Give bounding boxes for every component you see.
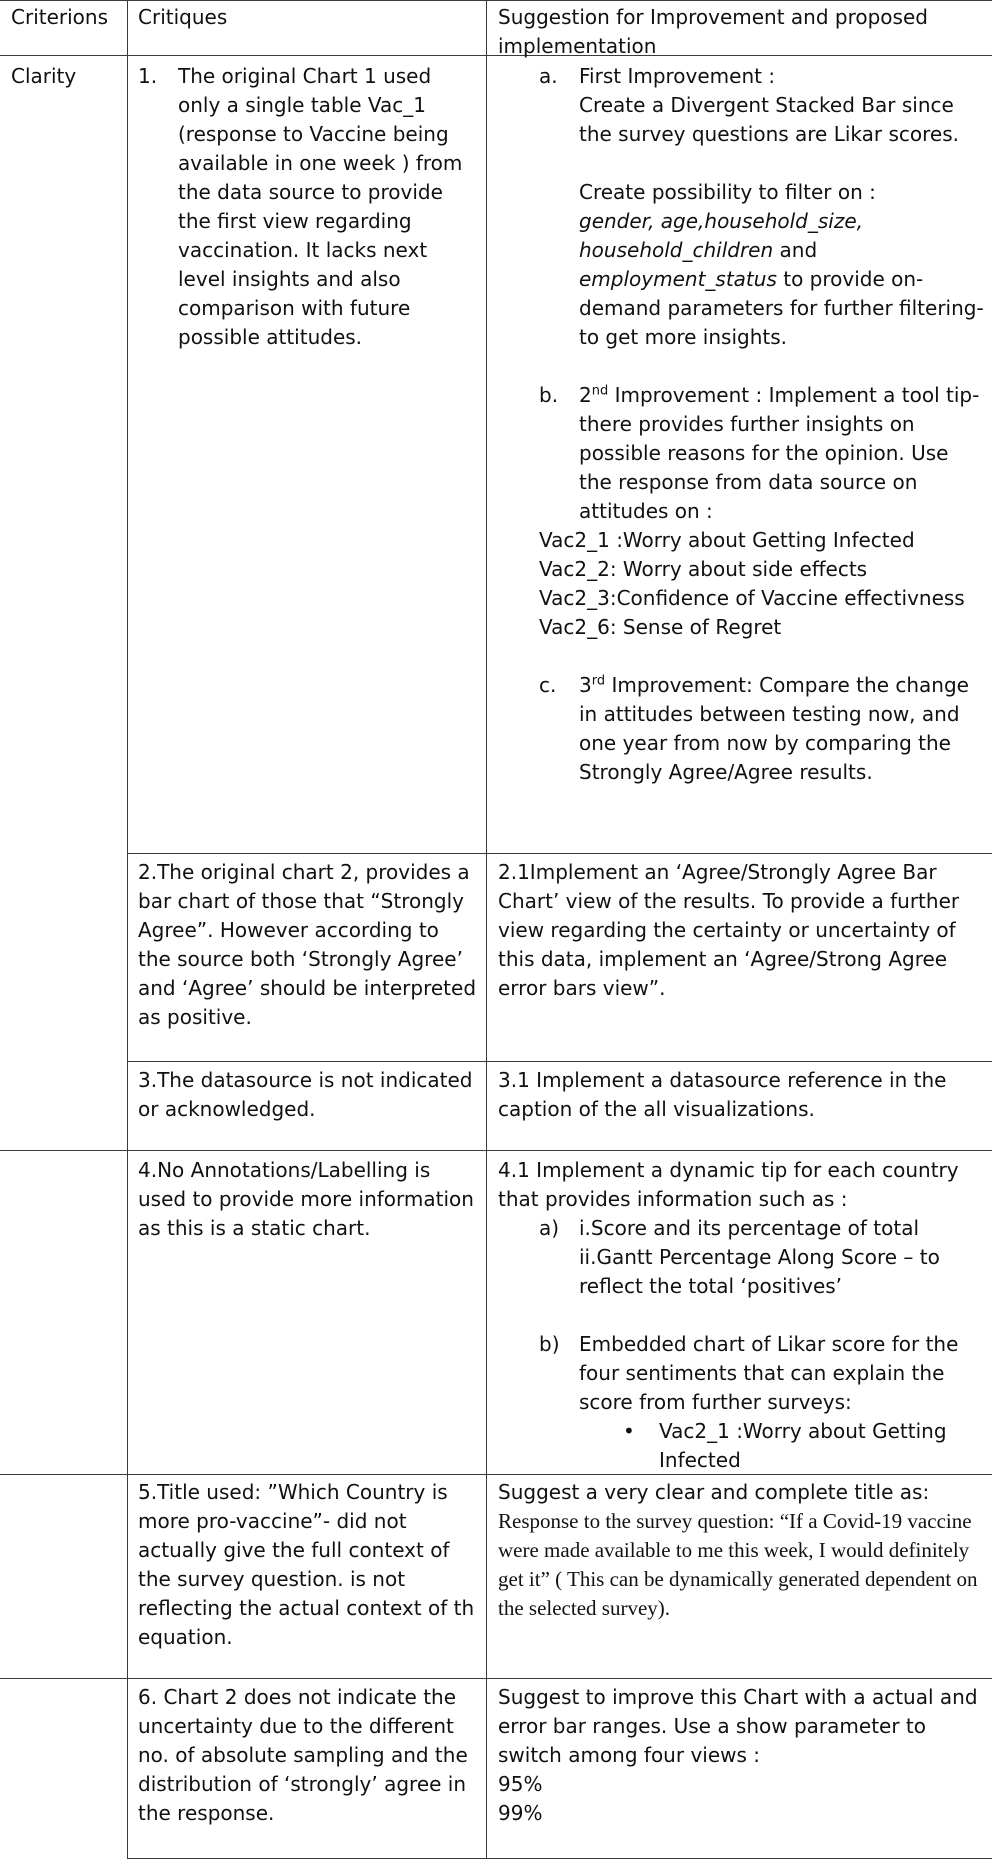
improvement-c-body: Improvement: Compare the change in attitudes between testing now, and one year from now by comparing the Strongly Agree/Agree results.: [579, 673, 969, 784]
improvement-a: [539, 62, 985, 352]
criterion-clarity: Clarity: [11, 64, 77, 88]
critique-2: 2.The original chart 2, provides a bar chart of those that “Strongly Agree”. However according to the source both ‘Strongly Agree’ and ‘Agree’ should be interpreted as positive.: [138, 860, 477, 1029]
header-criterion: Criterions: [11, 5, 109, 29]
tip-item-b: [539, 1330, 978, 1475]
suggestion-4: [498, 1156, 978, 1475]
column-divider-1: [127, 0, 128, 1859]
suggestion-2: 2.1Implement an ‘Agree/Strongly Agree Bar Chart’ view of the results. To provide a further view regarding the certainty or uncertainty of this data, implement an ‘Agree/Strong Agree error bars view”.: [498, 860, 960, 1000]
improvement-b: [539, 381, 985, 642]
suggestion-5: [498, 1478, 986, 1623]
tip-item-a-marker: a): [539, 1216, 560, 1240]
row3-divider: [0, 1150, 992, 1151]
tip-item-a-line1: i.Score and its percentage of total: [579, 1216, 920, 1240]
improvement-c-ordinal: 3: [579, 673, 592, 697]
critique-4: 4.No Annotations/Labelling is used to provide more information as this is a static chart.: [138, 1158, 474, 1240]
attitude-item: Vac2_2: Worry about side effects: [539, 557, 868, 581]
improvement-c-ordinal-suffix: rd: [591, 673, 606, 689]
attitude-list: [539, 526, 985, 642]
attitude-item: Vac2_3:Confidence of Vaccine effectivness: [539, 586, 965, 610]
critique-3: 3.The datasource is not indicated or acknowledged.: [138, 1068, 473, 1121]
suggestion-3: 3.1 Implement a datasource reference in the caption of the all visualizations.: [498, 1068, 947, 1121]
header-critique: Critiques: [138, 5, 228, 29]
improvement-b-ordinal-suffix: nd: [591, 383, 609, 399]
suggestion-1: [539, 62, 985, 787]
suggestion-6: [498, 1683, 978, 1828]
improvement-c-marker: c.: [539, 673, 557, 697]
table-bottom-border: [127, 1858, 992, 1859]
suggestion-5-intro: Suggest a very clear and complete title as:: [498, 1480, 930, 1504]
improvement-a-text: Create a Divergent Stacked Bar since the survey questions are Likar scores.: [579, 93, 959, 146]
critique-1-item: [138, 62, 478, 352]
column-divider-2: [486, 0, 487, 1859]
header-suggestion: Suggestion for Improvement and proposed implementation: [498, 5, 928, 58]
critique-1: [138, 62, 478, 352]
tip-item-a: [539, 1214, 978, 1301]
filter-and: and: [773, 238, 818, 262]
critique-5: 5.Title used: ”Which Country is more pro-vaccine”- did not actually give the full context of the survey question. is not reflecting the actual context of th equation.: [138, 1480, 475, 1649]
view-option: 95%: [498, 1772, 543, 1796]
filter-variables-2: employment_status: [579, 267, 777, 291]
tip-bullet-item: [579, 1417, 978, 1475]
row2-divider: [127, 1061, 992, 1062]
tip-item-a-line2: ii.Gantt Percentage Along Score – to reflect the total ‘positives’: [579, 1245, 940, 1298]
row1-divider: [127, 853, 992, 854]
improvement-b-body: Improvement : Implement a tool tip- there provides further insights on possible reasons for the opinion. Use the response from data source on attitudes on :: [579, 383, 980, 523]
suggestion-5-title: Response to the survey question: “If a Covid-19 vaccine were made available to me this week, I would definitely get it” ( This can be dynamically generated dependent on the selected survey).: [498, 1509, 978, 1620]
improvement-b-text: [579, 381, 985, 526]
row5-divider: [0, 1678, 992, 1679]
bullet-mark: •: [623, 1419, 635, 1443]
tip-item-b-marker: b): [539, 1332, 560, 1356]
attitude-item: Vac2_1 :Worry about Getting Infected: [539, 528, 915, 552]
critique-1-number: 1.: [138, 64, 158, 88]
table-top-border: [0, 0, 992, 1]
view-option: 99%: [498, 1801, 543, 1825]
tip-bullet-text: Vac2_1 :Worry about Getting Infected: [659, 1419, 947, 1472]
critique-1-text: The original Chart 1 used only a single table Vac_1 (response to Vaccine being available in one week ) from the data source to provide the first view regarding vaccination. It lacks next level insights and also comparison with future possible attitudes.: [178, 64, 463, 349]
improvement-a-filter-text: [579, 207, 985, 352]
improvement-b-ordinal: 2: [579, 383, 592, 407]
attitude-item: Vac2_6: Sense of Regret: [539, 615, 782, 639]
suggestion-4-intro: 4.1 Implement a dynamic tip for each country that provides information such as :: [498, 1158, 959, 1211]
tip-item-b-text: Embedded chart of Likar score for the four sentiments that can explain the score from further surveys:: [579, 1332, 959, 1414]
suggestion-6-text: Suggest to improve this Chart with a actual and error bar ranges. Use a show parameter to switch among four views :: [498, 1685, 978, 1767]
improvement-c-text: [579, 671, 985, 787]
improvement-a-title: First Improvement :: [579, 64, 776, 88]
filter-tail: to provide on-demand parameters for further filtering- to get more insights.: [579, 267, 984, 349]
improvement-a-marker: a.: [539, 64, 558, 88]
improvement-c: [539, 671, 985, 787]
filter-variables-1: gender, age,household_size, household_children: [579, 209, 864, 262]
improvement-b-marker: b.: [539, 383, 559, 407]
critique-6: 6. Chart 2 does not indicate the uncertainty due to the different no. of absolute sampling and the distribution of ‘strongly’ agree in the response.: [138, 1685, 468, 1825]
improvement-a-filter-intro: Create possibility to filter on :: [579, 180, 876, 204]
